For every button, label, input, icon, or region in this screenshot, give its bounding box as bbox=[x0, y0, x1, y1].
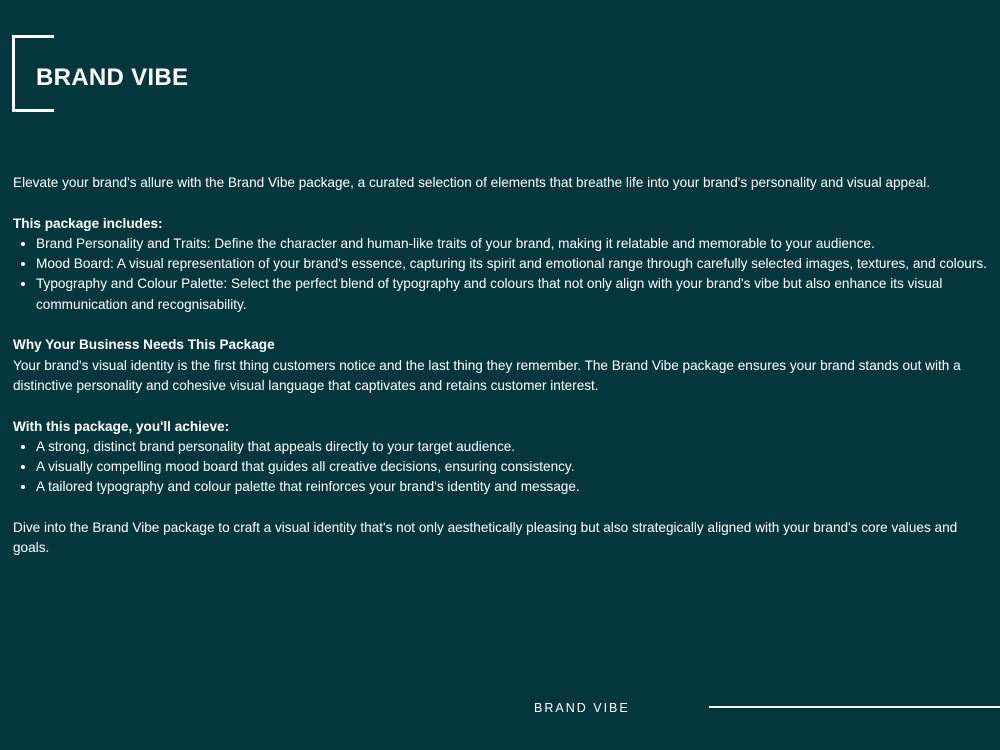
includes-heading: This package includes: bbox=[13, 215, 163, 231]
list-item: • Mood Board: A visual representation of your brand's essence, capturing its spirit and emotional range through carefully selected images, textures, and colours. bbox=[36, 254, 988, 274]
list-item: • A strong, distinct brand personality that appeals directly to your target audience. bbox=[36, 437, 988, 457]
list-item: • A visually compelling mood board that guides all creative decisions, ensuring consistency. bbox=[36, 457, 988, 477]
why-heading: Why Your Business Needs This Package bbox=[13, 337, 275, 353]
page-title: BRAND VIBE bbox=[36, 64, 189, 91]
list-item: • Typography and Colour Palette: Select the perfect blend of typography and colours that not only align with your brand's vibe but also enhance its visual communication and recognisability. bbox=[36, 274, 988, 315]
achieve-list bbox=[13, 437, 988, 498]
list-item: • Brand Personality and Traits: Define the character and human-like traits of your brand, making it relatable and memorable to your audience. bbox=[36, 234, 988, 254]
intro-paragraph: Elevate your brand's allure with the Brand Vibe package, a curated selection of elements that breathe life into your brand's personality and visual appeal. bbox=[13, 175, 931, 190]
why-paragraph: Your brand's visual identity is the first thing customers notice and the last thing they remember. The Brand Vibe package ensures your brand stands out with a distinctive personality and cohesive visual language that captivates and retains customer interest. bbox=[13, 357, 961, 393]
footer-label: BRAND VIBE bbox=[534, 701, 630, 715]
content bbox=[13, 173, 988, 559]
closing-paragraph: Dive into the Brand Vibe package to craft a visual identity that's not only aesthetically pleasing but also strategically aligned with your brand's core values and goals. bbox=[13, 520, 958, 556]
footer-divider bbox=[709, 706, 1000, 708]
achieve-heading: With this package, you'll achieve: bbox=[13, 418, 230, 434]
list-item: • A tailored typography and colour palette that reinforces your brand's identity and message. bbox=[36, 477, 988, 497]
includes-list bbox=[13, 234, 988, 315]
